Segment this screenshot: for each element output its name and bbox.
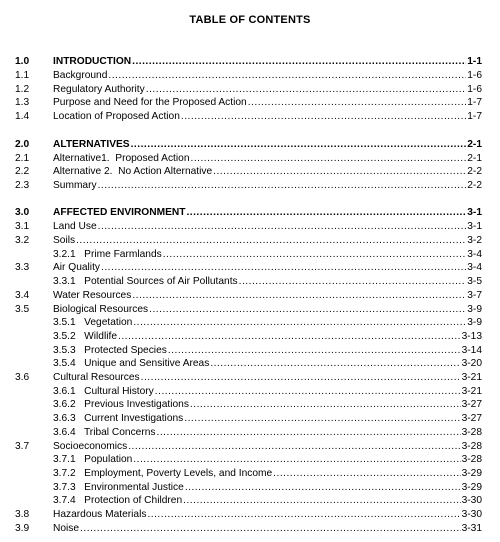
dot-leader [168,344,461,357]
toc-entry-title: 3.3.1 Potential Sources of Air Pollutants [53,276,238,287]
toc-row[interactable] [0,508,500,521]
toc-entry [53,261,482,274]
toc-section-number: 3.9 [15,523,30,534]
toc-row[interactable] [0,96,500,109]
toc-section-number: 2.1 [15,153,30,164]
toc-page-number: 3-29 [461,468,482,479]
toc-entry [53,289,482,302]
toc-entry [53,83,482,96]
toc-entry [53,426,482,439]
toc-page-number: 3-5 [467,276,482,287]
toc-page-number: 3-2 [467,235,482,246]
toc-page-number: 1-1 [467,56,482,67]
toc-entry [53,179,482,192]
dot-leader [98,220,467,233]
toc-entry [53,234,482,247]
toc-entry-title: Water Resources [53,290,132,301]
toc-entry-title: Background [53,70,108,81]
toc-section-number: 3.7 [15,441,30,452]
toc-section-number: 2.0 [15,139,30,150]
dot-leader [186,206,466,219]
dot-leader [98,179,467,192]
toc-entry-title: Socioeconomics [53,441,128,452]
dot-leader [76,234,466,247]
toc-page-number: 2-1 [467,139,482,150]
toc-entry-title: 3.5.2 Wildlife [53,331,117,342]
toc-entry [53,55,482,68]
dot-leader [163,248,467,261]
toc-row[interactable] [0,206,500,219]
dot-leader [141,371,461,384]
toc-page-number: 3-9 [467,304,482,315]
toc-page-number: 3-21 [461,372,482,383]
dot-leader [183,494,460,507]
toc-page-number: 2-2 [467,180,482,191]
toc-entry-title: 3.7.3 Environmental Justice [53,482,184,493]
toc-row[interactable] [0,303,500,316]
toc-entry-title: AFFECTED ENVIRONMENT [53,207,186,218]
dot-leader [147,508,460,521]
dot-leader [273,467,460,480]
toc-entry [53,96,482,109]
toc-entry-title: Soils [53,235,76,246]
toc-row[interactable] [0,234,500,247]
dot-leader [128,440,460,453]
toc-row[interactable] [0,426,500,439]
toc-entry [53,206,482,219]
toc-page-number: 2-2 [467,166,482,177]
toc-section-number: 3.0 [15,207,30,218]
toc-entry-title: 3.7.4 Protection of Children [53,495,183,506]
toc-entry-title: 3.6.4 Tribal Concerns [53,427,156,438]
toc-page-number: 3-27 [461,399,482,410]
dot-leader [118,330,461,343]
toc-row[interactable] [0,261,500,274]
toc-page-number: 1-6 [467,84,482,95]
toc-page-number: 3-9 [467,317,482,328]
toc-entry-title: 3.6.2 Previous Investigations [53,399,189,410]
toc-row[interactable] [0,152,500,165]
toc-page-number: 3-1 [467,221,482,232]
toc-row[interactable] [0,179,500,192]
toc-page-number: 3-13 [461,331,482,342]
toc-entry-title: Hazardous Materials [53,509,147,520]
toc-entry-title: 3.5.3 Protected Species [53,345,167,356]
toc-page-number: 1-6 [467,70,482,81]
toc-entry-title: Alternative 2. No Action Alternative [53,166,213,177]
toc-entry-title: Purpose and Need for the Proposed Action [53,97,247,108]
toc-section-number: 3.5 [15,304,30,315]
toc-section-number: 2.2 [15,166,30,177]
toc-page-number: 3-29 [461,482,482,493]
toc-entry [53,371,482,384]
dot-leader [149,303,466,316]
toc-section-number: 2.3 [15,180,30,191]
toc-row[interactable] [0,522,500,535]
toc-entry [53,220,482,233]
toc-entry [53,453,482,466]
toc-entry-title: Location of Proposed Action [53,111,180,122]
toc-entry-title: 3.6.3 Current Investigations [53,413,184,424]
toc-entry-title: Biological Resources [53,304,149,315]
toc-entry [53,152,482,165]
toc-entry [53,494,482,507]
toc-page-number: 3-7 [467,290,482,301]
toc-row[interactable] [0,316,500,329]
toc-entry-title: 3.2.1 Prime Farmlands [53,249,162,260]
toc-row[interactable] [0,330,500,343]
toc-row[interactable] [0,398,500,411]
toc-row[interactable] [0,371,500,384]
toc-section-number: 1.1 [15,70,30,81]
toc-entry [53,69,482,82]
toc-entry [53,303,482,316]
toc-row[interactable] [0,55,500,68]
dot-leader [132,55,466,68]
toc-row[interactable] [0,453,500,466]
toc-row[interactable] [0,440,500,453]
dot-leader [80,522,461,535]
toc-page-number: 3-27 [461,413,482,424]
toc-page-number: 3-28 [461,454,482,465]
dot-leader [210,357,460,370]
toc-entry [53,357,482,370]
toc-section-number: 3.1 [15,221,30,232]
dot-leader [239,275,467,288]
dot-leader [133,316,466,329]
toc-entry-title: 3.5.1 Vegetation [53,317,133,328]
toc-entry-title: Alternative1. Proposed Action [53,153,190,164]
toc-row[interactable] [0,83,500,96]
toc-page-number: 3-28 [461,427,482,438]
toc-entry-title: ALTERNATIVES [53,139,130,150]
toc-entry [53,522,482,535]
toc-page-number: 3-1 [467,207,482,218]
toc-page-number: 3-30 [461,509,482,520]
toc-row[interactable] [0,494,500,507]
toc-row[interactable] [0,69,500,82]
page-title: TABLE OF CONTENTS [189,14,311,26]
toc-row[interactable] [0,110,500,123]
toc-page-number: 3-30 [461,495,482,506]
dot-leader [101,261,466,274]
dot-leader [133,453,460,466]
toc-entry [53,398,482,411]
toc-section-number: 3.3 [15,262,30,273]
dot-leader [108,69,466,82]
toc-section-number: 1.0 [15,56,30,67]
toc-row[interactable] [0,275,500,288]
toc-section-number: 3.8 [15,509,30,520]
dot-leader [146,83,467,96]
toc-entry [53,330,482,343]
toc-page-number: 3-4 [467,249,482,260]
toc-entry-title: Cultural Resources [53,372,140,383]
toc-page-number: 1-7 [467,97,482,108]
toc-entry-title: Summary [53,180,97,191]
toc-entry [53,481,482,494]
toc-section-number: 3.4 [15,290,30,301]
toc-entry [53,165,482,178]
dot-leader [248,96,467,109]
toc-entry [53,412,482,425]
toc-entry [53,440,482,453]
dot-leader [181,110,466,123]
toc-entry [53,508,482,521]
toc-row[interactable] [0,220,500,233]
toc-entry-title: 3.6.1 Cultural History [53,386,154,397]
toc-entry-title: Air Quality [53,262,100,273]
toc-row[interactable] [0,481,500,494]
toc-row[interactable] [0,248,500,261]
toc-entry-title: Regulatory Authority [53,84,145,95]
dot-leader [190,398,461,411]
toc-row[interactable] [0,385,500,398]
dot-leader [131,138,467,151]
toc-row[interactable] [0,138,500,151]
toc-page-number: 3-4 [467,262,482,273]
toc-page-number: 3-20 [461,358,482,369]
toc-row[interactable] [0,357,500,370]
toc-entry-title: 3.7.2 Employment, Poverty Levels, and Income [53,468,273,479]
dot-leader [190,152,466,165]
toc-entry-title: Noise [53,523,80,534]
dot-leader [213,165,466,178]
dot-leader [157,426,461,439]
toc-page-number: 3-21 [461,386,482,397]
toc-entry [53,344,482,357]
toc-entry [53,248,482,261]
toc-row[interactable] [0,344,500,357]
toc-page-number: 3-31 [461,523,482,534]
dot-leader [132,289,466,302]
dot-leader [155,385,461,398]
toc-entry [53,385,482,398]
toc-row[interactable] [0,165,500,178]
toc-entry [53,316,482,329]
toc-entry [53,138,482,151]
toc-row[interactable] [0,412,500,425]
toc-page-number: 1-7 [467,111,482,122]
toc-section-number: 1.2 [15,84,30,95]
toc-entry-title: 3.7.1 Population [53,454,133,465]
toc-section-number: 3.6 [15,372,30,383]
toc-row[interactable] [0,467,500,480]
toc-entry-title: 3.5.4 Unique and Sensitive Areas [53,358,210,369]
toc-entry-title: Land Use [53,221,97,232]
dot-leader [184,412,460,425]
toc-row[interactable] [0,289,500,302]
toc-page-number: 3-28 [461,441,482,452]
toc-page-number: 2-1 [467,153,482,164]
toc-section-number: 1.4 [15,111,30,122]
toc-entry [53,467,482,480]
toc-entry-title: INTRODUCTION [53,56,132,67]
toc-section-number: 1.3 [15,97,30,108]
dot-leader [185,481,461,494]
toc-entry [53,275,482,288]
toc-page-number: 3-14 [461,345,482,356]
toc-section-number: 3.2 [15,235,30,246]
toc-entry [53,110,482,123]
